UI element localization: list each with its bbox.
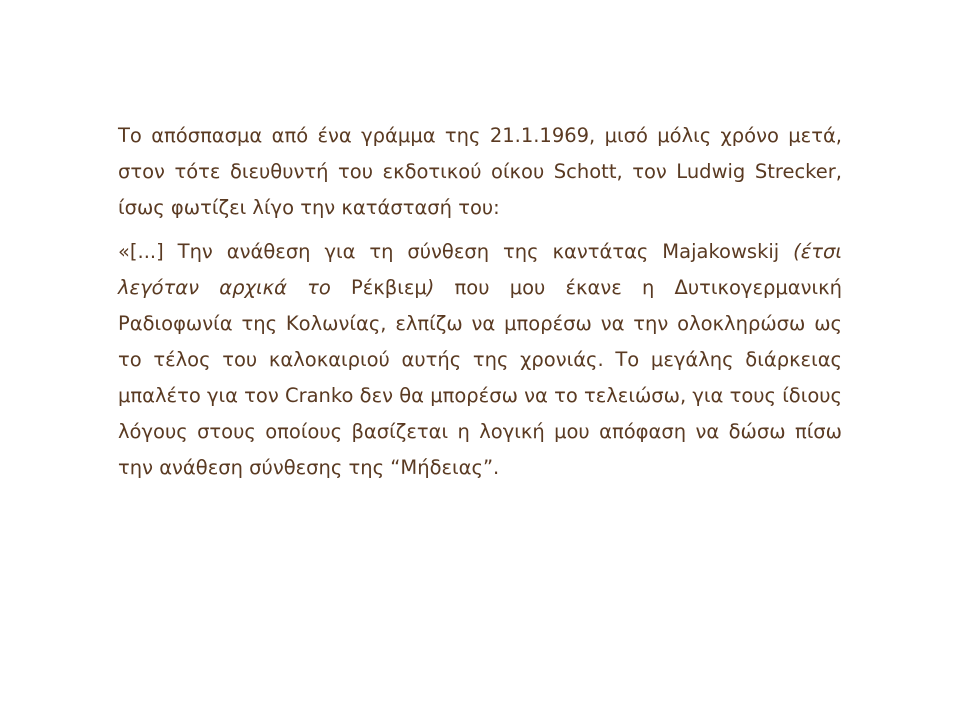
quote-paragraph	[118, 234, 842, 486]
quote-italic-2: )	[426, 276, 435, 299]
text-block	[118, 118, 842, 486]
quote-text-3: που μου έκανε η Δυτικογερμανική Ραδιοφωνία της Κολωνίας, ελπίζω να μπορέσω να την ολοκληρώσω ως το τέλος του καλοκαιριού αυτής της χρονιάς. Το μεγάλης διάρκειας μπαλέτο για τον Cranko δεν θα μπορέσω να το τελειώσω, για τους ίδιους λόγους στους οποίους βασίζεται η λογική μου απόφαση να δώσω πίσω την ανάθεση σύνθεσης της “Μήδειας”.	[118, 276, 842, 479]
intro-paragraph: Το απόσπασμα από ένα γράμμα της 21.1.1969, μισό μόλις χρόνο μετά, στον τότε διευθυντή του εκδοτικού οίκου Schott, τον Ludwig Strecker, ίσως φωτίζει λίγο την κατάστασή του:	[118, 124, 842, 219]
quote-text-2: Ρέκβιεμ	[330, 276, 427, 299]
quote-italic-1: (έτσι λεγόταν αρχικά το	[118, 240, 842, 299]
quote-text-1: «[...] Την ανάθεση για τη σύνθεση της καντάτας Majakowskij	[118, 240, 794, 263]
